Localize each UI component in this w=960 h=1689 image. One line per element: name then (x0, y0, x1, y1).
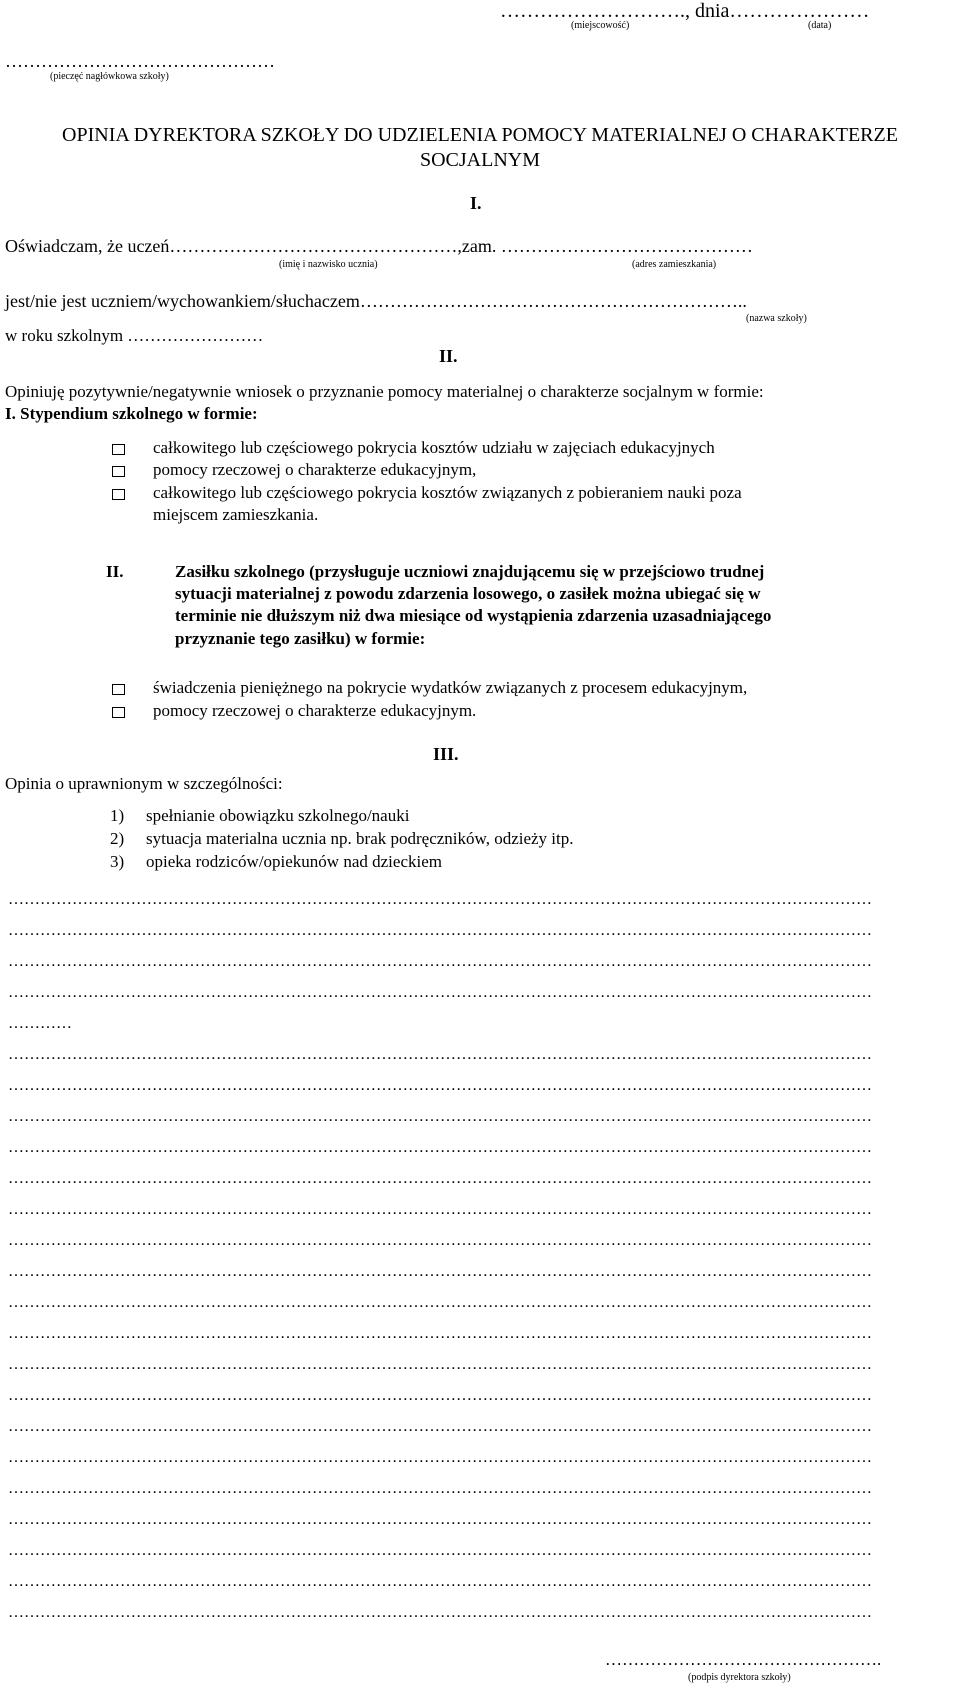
signature-line: …………………………………………. (605, 1650, 882, 1669)
dotted-writing-line: ……………………………………………………………………………………………………………………………………………… (8, 1511, 872, 1528)
dotted-writing-line-short: ………… (8, 1015, 72, 1032)
allowance-text-line3: terminie nie dłuższym niż dwa miesiące od wystąpienia zdarzenia uzasadniającego (175, 606, 772, 625)
dotted-writing-line: ……………………………………………………………………………………………………………………………………………… (8, 1201, 872, 1218)
checkbox-stipend-tuition[interactable] (112, 444, 125, 455)
dotted-writing-line: ……………………………………………………………………………………………………………………………………………… (8, 1170, 872, 1187)
dotted-writing-line: ……………………………………………………………………………………………………………………………………………… (8, 953, 872, 970)
criterion-number: 3) (110, 852, 125, 871)
criteria-intro: Opinia o uprawnionym w szczególności: (5, 774, 283, 793)
date-caption: (data) (808, 20, 832, 31)
allowance-text-line2: sytuacji materialnej z powodu zdarzenia losowego, o zasiłek można ubiegać się w (175, 584, 761, 603)
criterion-text: sytuacja materialna ucznia np. brak podręczników, odzieży itp. (146, 829, 574, 848)
option-allowance-material-aid: pomocy rzeczowej o charakterze edukacyjnym. (153, 701, 477, 720)
dotted-writing-line: ……………………………………………………………………………………………………………………………………………… (8, 1573, 872, 1590)
opinion-line: Opiniuję pozytywnie/negatywnie wniosek o przyznanie pomocy materialnej o charakterze socjalnym w formie: (5, 382, 764, 401)
allowance-text-line4: przyznanie tego zasiłku) w formie: (175, 629, 426, 648)
stipend-heading: I. Stypendium szkolnego w formie: (5, 404, 258, 423)
dotted-writing-line: ……………………………………………………………………………………………………………………………………………… (8, 984, 872, 1001)
section-1-numeral: I. (470, 193, 482, 213)
dotted-writing-line: ……………………………………………………………………………………………………………………………………………… (8, 1263, 872, 1280)
dotted-writing-line: ……………………………………………………………………………………………………………………………………………… (8, 1077, 872, 1094)
student-name-caption: (imię i nazwisko ucznia) (279, 259, 378, 270)
place-caption: (miejscowość) (571, 20, 630, 31)
dotted-writing-line: ……………………………………………………………………………………………………………………………………………… (8, 1294, 872, 1311)
school-status-line: jest/nie jest uczniem/wychowankiem/słuchaczem……………………………………………………….. (5, 291, 747, 311)
student-statement-line: Oświadczam, że uczeń…………………………………………,zam. …………………………………… (5, 236, 753, 256)
allowance-numeral: II. (106, 562, 124, 581)
checkbox-allowance-cash[interactable] (112, 684, 125, 695)
checkbox-stipend-material-aid[interactable] (112, 466, 125, 477)
section-2-numeral: II. (439, 346, 458, 366)
dotted-writing-line: ……………………………………………………………………………………………………………………………………………… (8, 1418, 872, 1435)
dotted-writing-line: ……………………………………………………………………………………………………………………………………………… (8, 1480, 872, 1497)
criterion-text: opieka rodziców/opiekunów nad dzieckiem (146, 852, 442, 871)
dotted-writing-line: ……………………………………………………………………………………………………………………………………………… (8, 891, 872, 908)
dotted-writing-line: ……………………………………………………………………………………………………………………………………………… (8, 1325, 872, 1342)
dotted-writing-line: ……………………………………………………………………………………………………………………………………………… (8, 1046, 872, 1063)
section-3-numeral: III. (433, 744, 459, 764)
checkbox-stipend-away-from-home[interactable] (112, 489, 125, 500)
option-stipend-away-from-home-cont: miejscem zamieszkania. (153, 505, 319, 524)
document-title-line2: SOCJALNYM (419, 149, 541, 171)
dotted-writing-line: ……………………………………………………………………………………………………………………………………………… (8, 1232, 872, 1249)
place-date-line: ………………………., dnia………………… (500, 0, 870, 22)
school-stamp-caption: (pieczęć nagłówkowa szkoły) (50, 71, 169, 82)
allowance-text-line1: Zasiłku szkolnego (przysługuje uczniowi znajdującemu się w przejściowo trudnej (175, 562, 765, 581)
school-year-line: w roku szkolnym …………………… (5, 326, 264, 345)
option-stipend-tuition: całkowitego lub częściowego pokrycia kosztów udziału w zajęciach edukacyjnych (153, 438, 715, 457)
document-title-line1: OPINIA DYREKTORA SZKOŁY DO UDZIELENIA POMOCY MATERIALNEJ O CHARAKTERZE (62, 124, 898, 146)
dotted-writing-line: ……………………………………………………………………………………………………………………………………………… (8, 1604, 872, 1621)
signature-caption: (podpis dyrektora szkoły) (688, 1672, 791, 1683)
option-stipend-material-aid: pomocy rzeczowej o charakterze edukacyjnym, (153, 460, 477, 479)
dotted-writing-line: ……………………………………………………………………………………………………………………………………………… (8, 922, 872, 939)
option-allowance-cash: świadczenia pieniężnego na pokrycie wydatków związanych z procesem edukacyjnym, (153, 678, 748, 697)
school-stamp-line: ……………………………………… (5, 51, 275, 71)
dotted-writing-line: ……………………………………………………………………………………………………………………………………………… (8, 1387, 872, 1404)
dotted-writing-line: ……………………………………………………………………………………………………………………………………………… (8, 1542, 872, 1559)
criterion-number: 1) (110, 806, 125, 825)
checkbox-allowance-material-aid[interactable] (112, 707, 125, 718)
criterion-number: 2) (110, 829, 125, 848)
address-caption: (adres zamieszkania) (632, 259, 717, 270)
dotted-writing-line: ……………………………………………………………………………………………………………………………………………… (8, 1139, 872, 1156)
dotted-writing-line: ……………………………………………………………………………………………………………………………………………… (8, 1108, 872, 1125)
dotted-writing-line: ……………………………………………………………………………………………………………………………………………… (8, 1356, 872, 1373)
criterion-text: spełnianie obowiązku szkolnego/nauki (146, 806, 410, 825)
school-name-caption: (nazwa szkoły) (746, 313, 807, 324)
option-stipend-away-from-home: całkowitego lub częściowego pokrycia kosztów związanych z pobieraniem nauki poza (153, 483, 742, 502)
dotted-writing-line: ……………………………………………………………………………………………………………………………………………… (8, 1449, 872, 1466)
